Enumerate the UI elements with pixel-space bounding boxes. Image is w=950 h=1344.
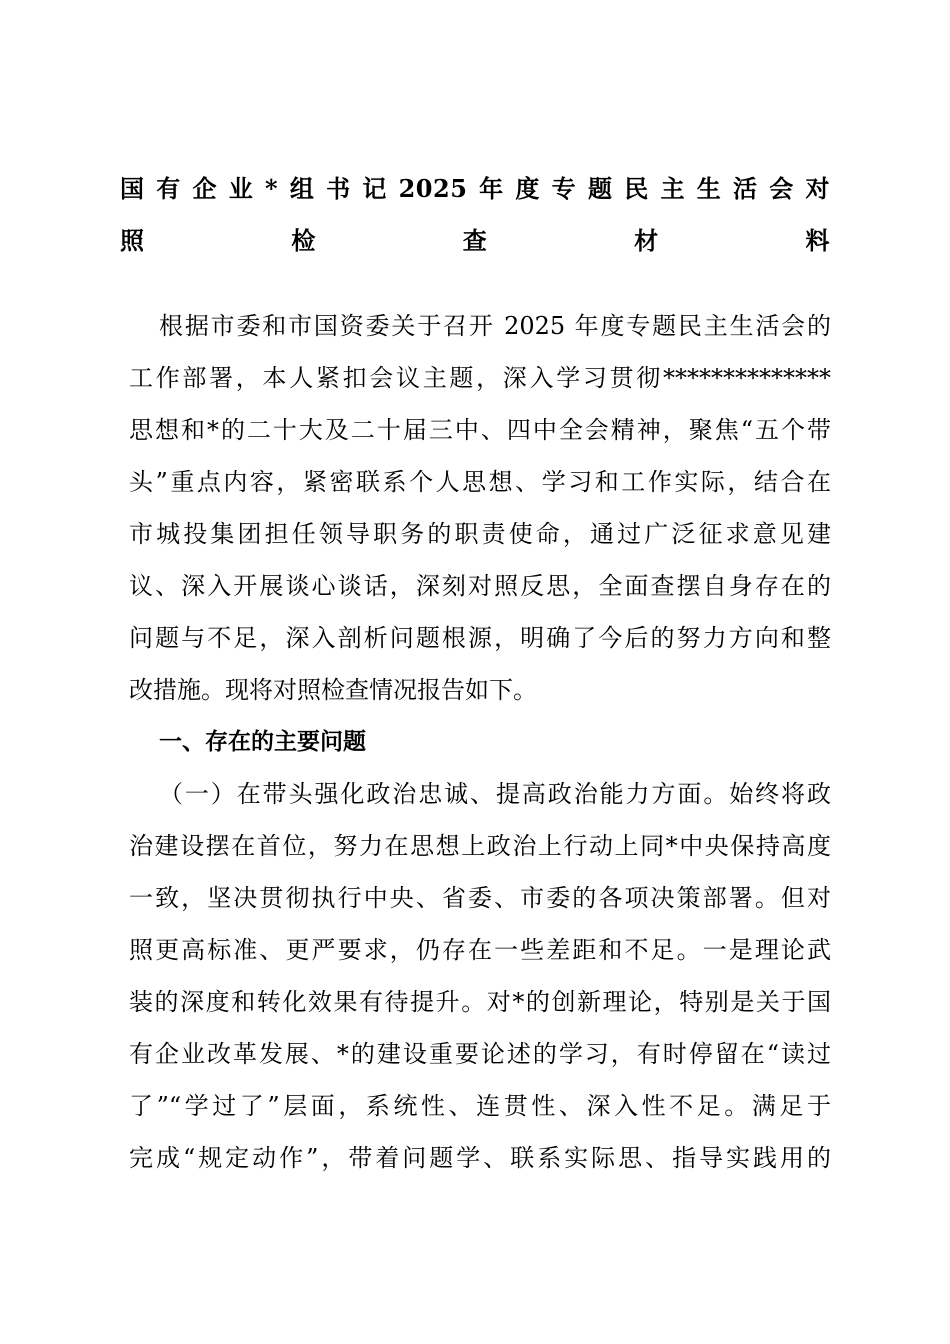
document-title — [120, 163, 830, 267]
paragraph-line: 一致，坚决贯彻执行中央、省委、市委的各项决策部署。但对 — [129, 884, 831, 912]
paragraph-line: 完成“规定动作”，带着问题学、联系实际思、指导实践用的 — [129, 1144, 831, 1172]
paragraph-line: 问题与不足，深入剖析问题根源，明确了今后的努力方向和整 — [129, 624, 831, 652]
paragraph-line: 头”重点内容，紧密联系个人思想、学习和工作实际，结合在 — [129, 468, 831, 496]
paragraph-line: 根据市委和市国资委关于召开 2025 年度专题民主生活会的 — [159, 312, 831, 340]
paragraph-line: 装的深度和转化效果有待提升。对*的创新理论，特别是关于国 — [129, 988, 831, 1016]
paragraph-line: 议、深入开展谈心谈话，深刻对照反思，全面查摆自身存在的 — [129, 572, 831, 600]
title-line-1: 国有企业*组书记2025年度专题民主生活会对 — [120, 174, 830, 203]
paragraph-line: 工作部署，本人紧扣会议主题，深入学习贯彻************** — [129, 364, 831, 392]
section-heading: 一、存在的主要问题 — [159, 729, 366, 755]
paragraph-line: 思想和*的二十大及二十届三中、四中全会精神，聚焦“五个带 — [129, 416, 831, 444]
title-line-2: 照检查材料 — [120, 226, 830, 255]
paragraph-line: 照更高标准、更严要求，仍存在一些差距和不足。一是理论武 — [129, 936, 831, 964]
paragraph-line: 了”“学过了”层面，系统性、连贯性、深入性不足。满足于 — [129, 1092, 831, 1120]
paragraph-line: 改措施。现将对照检查情况报告如下。 — [129, 676, 537, 704]
paragraph-line: 治建设摆在首位，努力在思想上政治上行动上同*中央保持高度 — [129, 832, 831, 860]
paragraph-line: （一）在带头强化政治忠诚、提高政治能力方面。始终将政 — [159, 780, 831, 808]
intro-paragraph — [129, 300, 831, 716]
paragraph-line: 有企业改革发展、*的建设重要论述的学习，有时停留在“读过 — [129, 1040, 831, 1068]
document-body — [129, 300, 831, 1184]
paragraph-line: 市城投集团担任领导职务的职责使命，通过广泛征求意见建 — [129, 520, 831, 548]
section-paragraph — [129, 768, 831, 1184]
